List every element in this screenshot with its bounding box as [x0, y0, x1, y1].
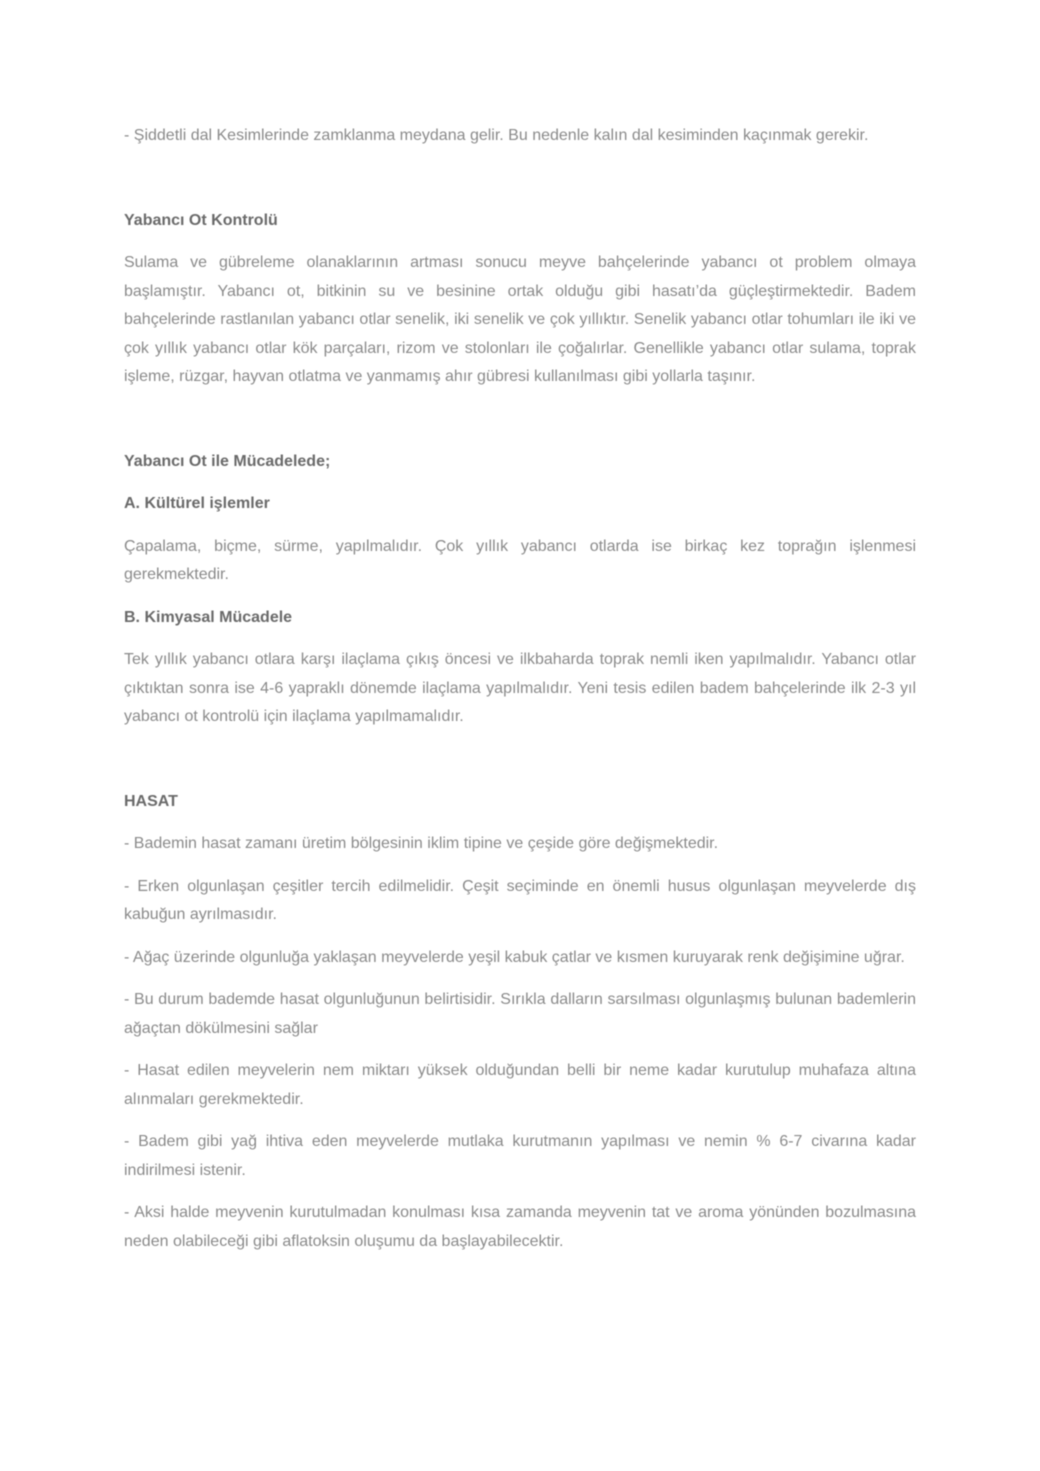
- spacer: [124, 519, 916, 533]
- spacer: [124, 476, 916, 490]
- chemical-paragraph: Tek yıllık yabancı otlara karşı ilaçlama çıkış öncesi ve ilkbaharda toprak nemli iken yapılmalıdır. Yabancı otlar çıktıktan sonra ise 4-6 yapraklı dönemde ilaçlama yapılmalıdır. Yeni tesis edilen badem bahçelerinde ilk 2-3 yıl yabancı ot kontrolü için ilaçlama yapılmamalıdır.: [124, 651, 916, 725]
- spacer: [124, 1114, 916, 1128]
- harvest-item: - Hasat edilen meyvelerin nem miktarı yüksek olduğundan belli bir neme kadar kurutulup muhafaza altına alınmaları gerekmektedir.: [124, 1062, 916, 1108]
- weed-fight-heading: Yabancı Ot ile Mücadelede;: [124, 452, 331, 470]
- spacer: [124, 151, 916, 207]
- spacer: [124, 1043, 916, 1057]
- harvest-item: - Bu durum bademde hasat olgunluğunun belirtisidir. Sırıkla dalların sarsılması olgunlaşmış bulunan bademlerin ağaçtan dökülmesini sağlar: [124, 991, 916, 1037]
- spacer: [124, 235, 916, 249]
- spacer: [124, 859, 916, 873]
- spacer: [124, 816, 916, 830]
- pruning-note: - Şiddetli dal Kesimlerinde zamklanma meydana gelir. Bu nedenle kalın dal kesiminden kaçınmak gerekir.: [124, 127, 869, 144]
- harvest-item: - Bademin hasat zamanı üretim bölgesinin iklim tipine ve çeşide göre değişmektedir.: [124, 835, 719, 852]
- weed-control-paragraph: Sulama ve gübreleme olanaklarının artması sonucu meyve bahçelerinde yabancı ot problem olmaya başlamıştır. Yabancı ot, bitkinin su ve besinine ortak olduğu gibi hasatı’da güçleştirmektedir. Badem bahçelerinde rastlanılan yabancı otlar senelik, iki senelik ve çok yıllıktır. Senelik yabancı otlar tohumları ile iki ve çok yıllık yabancı otlar kök parçaları, rizom ve stolonları ile çoğalırlar. Genellikle yabancı otlar sulama, toprak işleme, rüzgar, hayvan otlatma ve yanmamış ahır gübresi kullanılması gibi yollarla taşınır.: [124, 254, 916, 385]
- harvest-item: - Erken olgunlaşan çeşitler tercih edilmelidir. Çeşit seçiminde en önemli husus olgunlaşan meyvelerde dış kabuğun ayrılmasıdır.: [124, 877, 916, 923]
- cultural-paragraph: Çapalama, biçme, sürme, yapılmalıdır. Çok yıllık yabancı otlarda ise birkaç kez toprağın işlenmesi gerekmektedir.: [124, 537, 916, 583]
- spacer: [124, 1185, 916, 1199]
- spacer: [124, 930, 916, 944]
- chemical-heading: B. Kimyasal Mücadele: [124, 608, 293, 626]
- spacer: [124, 732, 916, 788]
- document-page: [124, 122, 916, 1256]
- harvest-item: - Ağaç üzerinde olgunluğa yaklaşan meyvelerde yeşil kabuk çatlar ve kısmen kuruyarak renk değişimine uğrar.: [124, 948, 905, 966]
- spacer: [124, 632, 916, 646]
- harvest-item: - Badem gibi yağ ihtiva eden meyvelerde mutlaka kurutmanın yapılması ve nemin % 6-7 civarına kadar indirilmesi istenir.: [124, 1133, 916, 1179]
- spacer: [124, 972, 916, 986]
- spacer: [124, 590, 916, 604]
- harvest-item: - Aksi halde meyvenin kurutulmadan konulması kısa zamanda meyvenin tat ve aroma yönünden bozulmasına neden olabileceği gibi aflatoksin oluşumu da başlayabilecektir.: [124, 1204, 916, 1250]
- harvest-heading: HASAT: [124, 792, 178, 810]
- cultural-heading: A. Kültürel işlemler: [124, 495, 270, 512]
- weed-control-heading: Yabancı Ot Kontrolü: [124, 211, 278, 229]
- spacer: [124, 392, 916, 448]
